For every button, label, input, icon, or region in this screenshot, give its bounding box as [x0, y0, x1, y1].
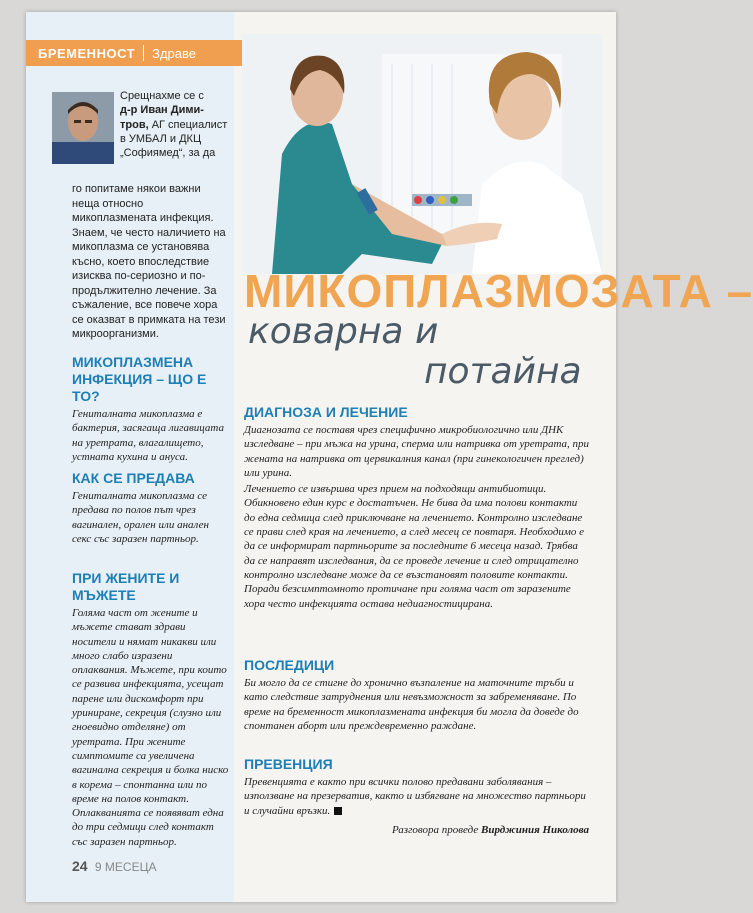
section-tab — [26, 40, 246, 66]
prevention-text: Превенцията е както при всички полово предавани заболявания – използване на презерватив, както и избягване на множество партньори и случайни връзки. — [244, 776, 586, 817]
section-heading: МИКОПЛАЗМЕНА ИНФЕКЦИЯ – ЩО Е ТО? — [72, 354, 207, 404]
magazine-name: 9 МЕСЕЦА — [94, 860, 157, 874]
end-mark-icon — [334, 807, 342, 815]
section-consequences — [244, 657, 590, 733]
page-footer — [72, 858, 156, 874]
category-label: БРЕМЕННОСТ — [38, 45, 136, 61]
section-body: Гениталната микоплазма се предава по полов път чрез вагинален, орален или анален секс със заразен партньор. — [72, 490, 209, 545]
page-number: 24 — [72, 858, 88, 874]
article-photo — [242, 34, 602, 274]
intro-text — [120, 89, 228, 160]
section-body-2: Лечението се извършва чрез прием на подходящи антибиотици. Обикновено един курс е достатъчен. Не бива да има полови контакти до една седмица след приключване на лечението. Контролно изследване се прави след края на лечението, а след месец се повтаря. Необходимо е да се информират партньорите за последните 6 месеца назад. Трябва да се направят изследвания, да се проведе лечение и след отрицателно контролно изследване може да се възстановят половите контакти. Поради безсимптомното протичане при голяма част от заразените хора често инфекцията остава недиагностицирана. — [244, 483, 585, 610]
magazine-page — [26, 12, 753, 902]
credit-author: Вирджиния Николова — [480, 824, 590, 836]
subcategory-label: Здраве — [152, 45, 196, 61]
section-body: Би могло да се стигне до хронично възпаление на маточните тръби и като следствие затруднения или невъзможност за забременяване. По време на бременност микоплазмената инфекция би могла да доведе до спонтанен аборт или преждевременно раждане. — [244, 677, 579, 732]
intro-line3: в УМБАЛ и ДКЦ — [120, 132, 202, 145]
intro-text-continued: го попитаме някои важни неща относно микоплазмената инфекция. Знаем, че често наличието на микоплазма се установява късно, което впоследствие изисква по-сериозно и по-продължително лечение. За съжаление, все повече хора се оказват в примката на тези микроорганизми. — [72, 183, 226, 340]
tab-divider — [143, 45, 144, 61]
section-women-men — [72, 570, 230, 849]
author-credit — [392, 824, 589, 836]
doctor-portrait — [52, 92, 114, 164]
intro-lead: Срещнахме се с — [120, 90, 204, 102]
section-body: Голяма част от жените и мъжете стават здрави носители и нямат никакви или много слабо изразени оплаквания. Мъжете, при които се развива инфекцията, усещат парене или дискомфорт при уриниране, секреция (слузно или гноевидно отделяне) от уретрата. При жените симптомите са увеличена вагинална секреция и болка ниско в корема – спонтанна или по време на полов контакт. Оплакванията се появяват една до три седмици след контакт със заразен партньор. — [72, 607, 229, 848]
section-body: Гениталната микоплазма е бактерия, засягаща лигавицата на уретрата, влагалището, устната кухина и ануса. — [72, 408, 224, 463]
credit-prefix: Разговора проведе — [392, 824, 481, 836]
section-body: Диагнозата се поставя чрез специфично микробиологично или ДНК изследване – при мъжа на урина, сперма или натривка от уретрата, при жената на натривка от цервикалния канал (при гинекологичен преглед) или урина. — [244, 424, 590, 479]
section-heading: ПРИ ЖЕНИТЕ И МЪЖЕТЕ — [72, 570, 180, 603]
title-dash: – — [726, 265, 753, 317]
intro-line4: „Софиямед“, за да — [120, 147, 216, 160]
title-main: МИКОПЛАЗМОЗАТА — [244, 265, 713, 317]
section-what-is-it — [72, 354, 230, 464]
article-title — [244, 264, 753, 318]
doctor-name-1: д-р Иван Дими- — [120, 104, 204, 117]
doctor-name-2: тров, — [120, 118, 149, 131]
section-transmission — [72, 470, 230, 546]
section-heading: КАК СЕ ПРЕДАВА — [72, 470, 195, 486]
section-heading: ДИАГНОЗА И ЛЕЧЕНИЕ — [244, 404, 408, 420]
section-heading: ПРЕВЕНЦИЯ — [244, 756, 333, 772]
section-prevention — [244, 756, 590, 818]
section-diagnosis — [244, 404, 590, 611]
doctor-role: АГ специалист — [148, 118, 228, 131]
title-sub-2: потайна — [424, 351, 582, 392]
section-heading: ПОСЛЕДИЦИ — [244, 657, 335, 673]
title-sub-1: коварна и — [248, 311, 439, 352]
section-body — [244, 775, 590, 818]
